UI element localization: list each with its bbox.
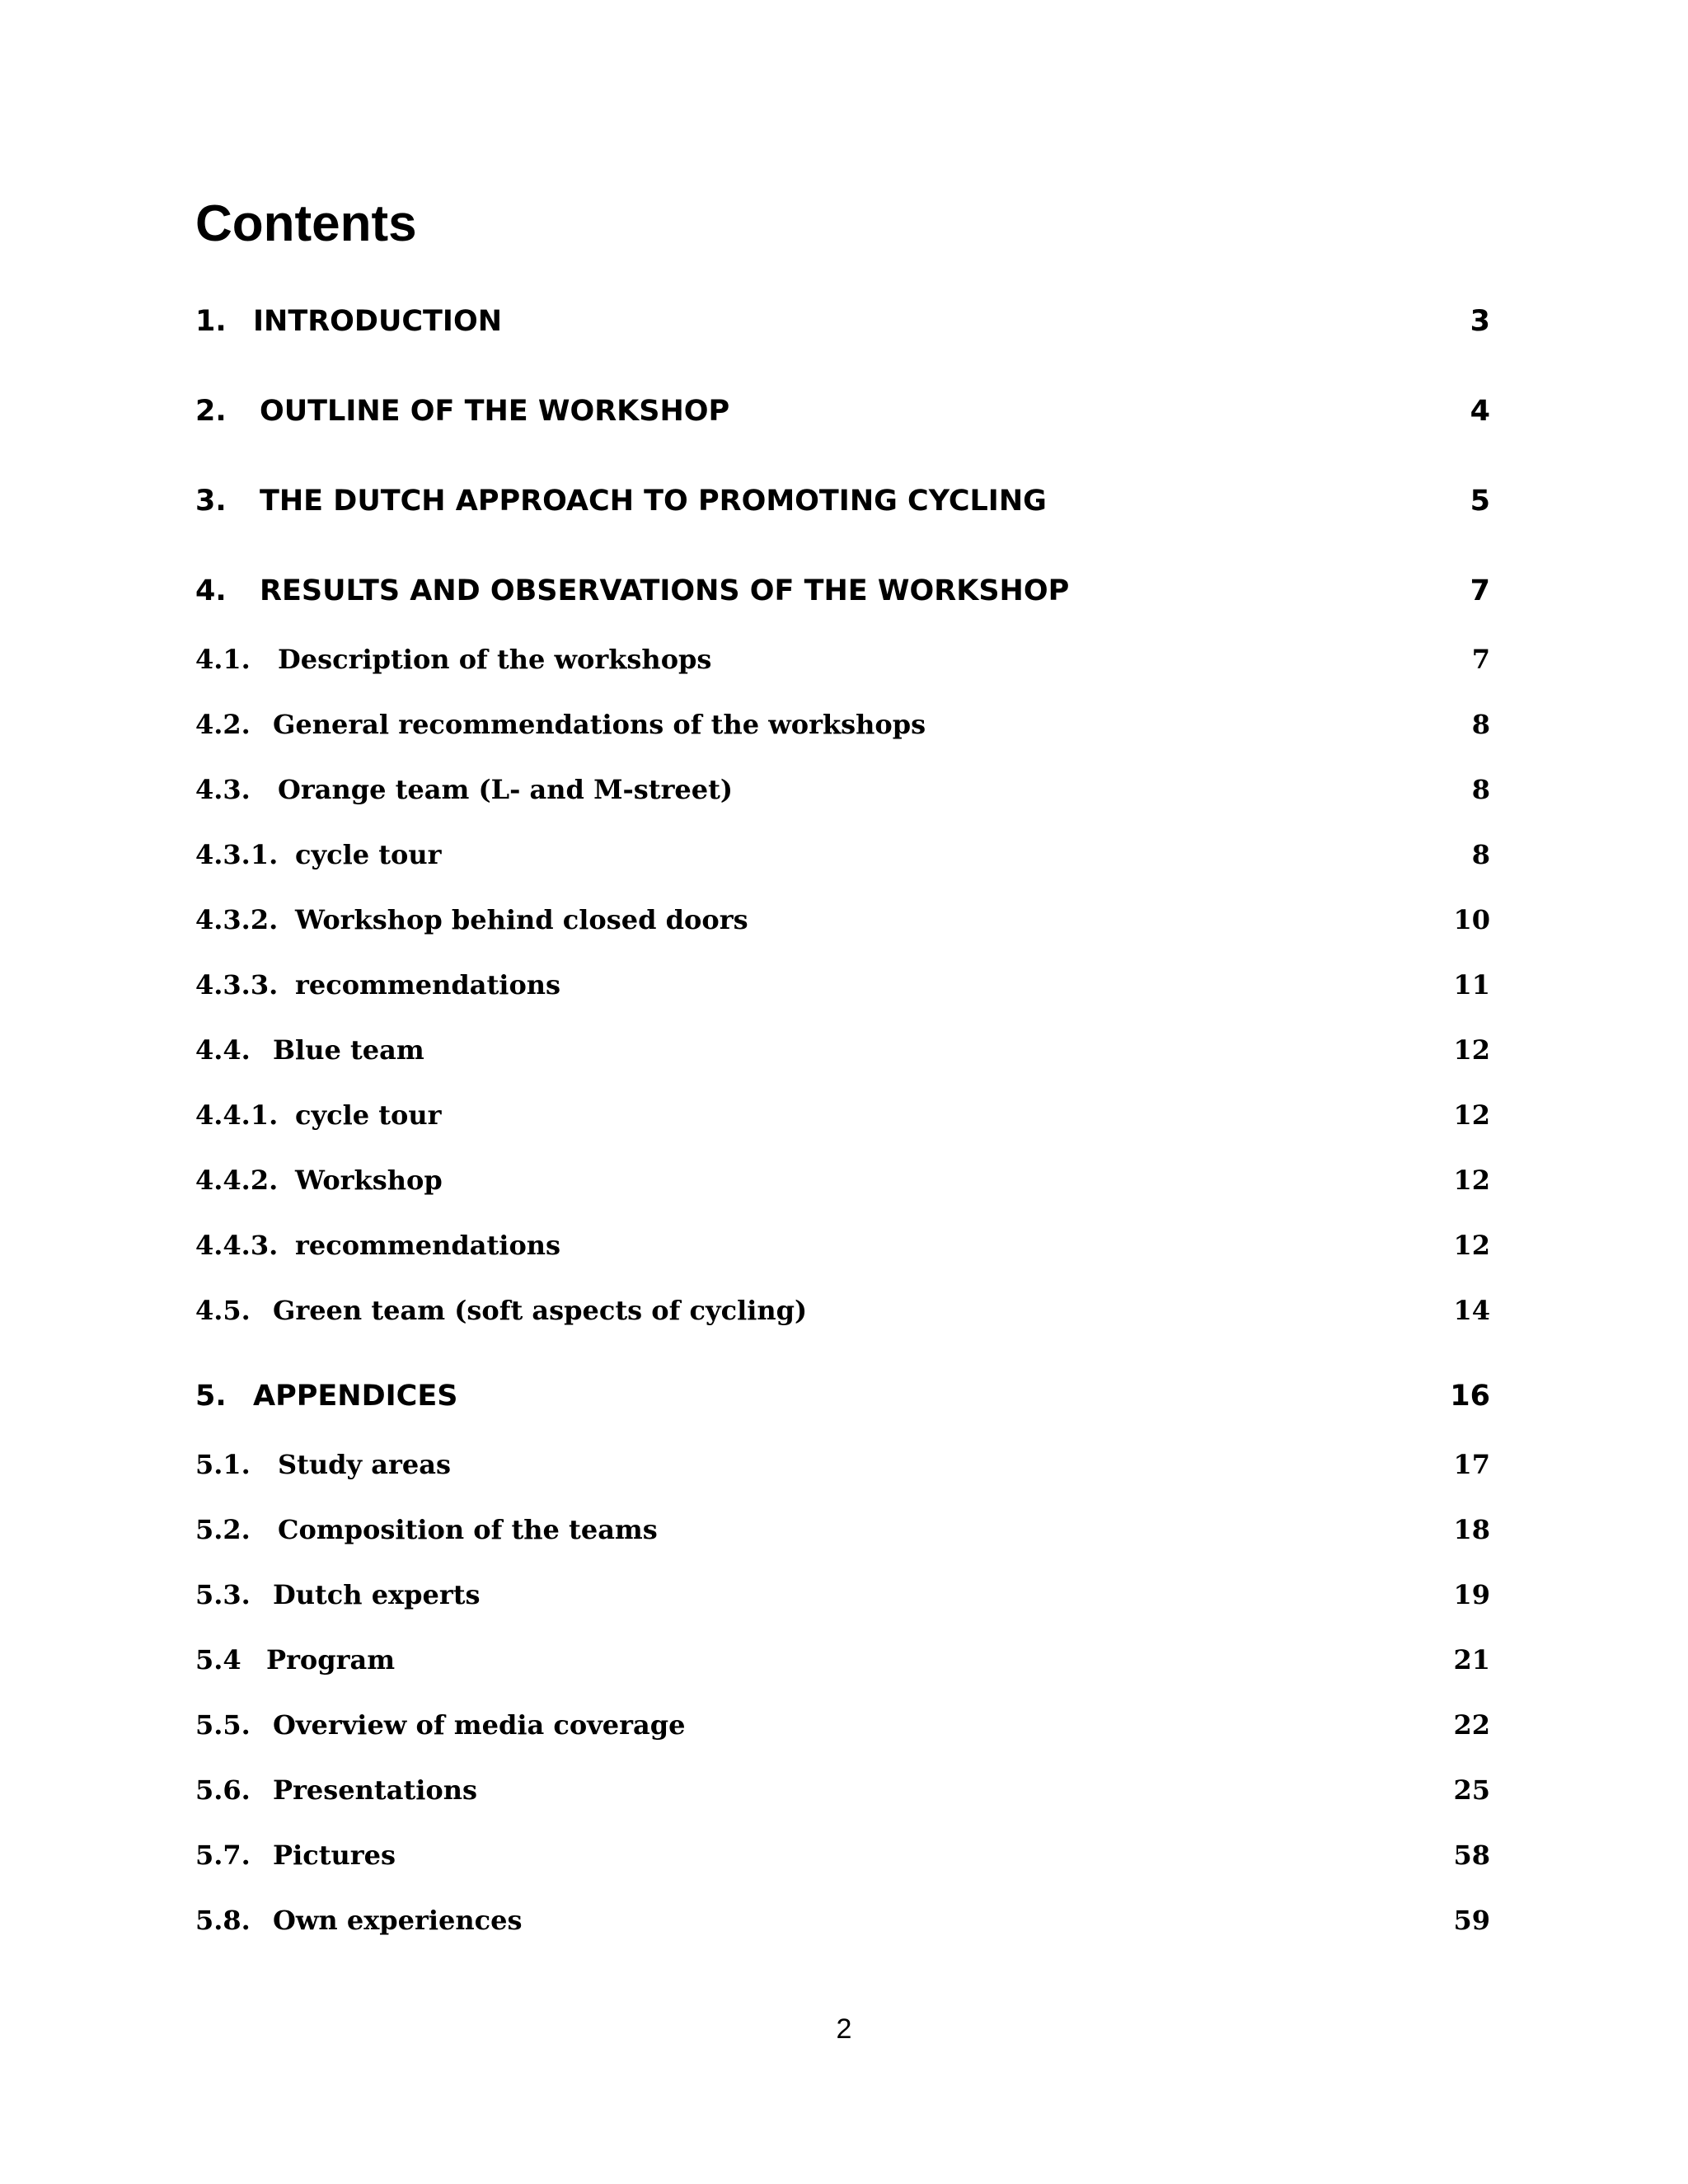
toc-number: 4.3.2. (195, 904, 279, 935)
toc-page-number: 58 (1453, 1840, 1490, 1871)
toc-entry-4-4-3[interactable] (195, 1221, 1490, 1270)
toc-number: 5. (195, 1380, 227, 1413)
toc-entry-4-3-2[interactable] (195, 895, 1490, 944)
toc-number: 1. (195, 305, 227, 338)
toc-page-number: 3 (1470, 305, 1490, 338)
toc-page-number: 10 (1453, 904, 1490, 935)
toc-page-number: 8 (1471, 774, 1490, 805)
toc-page-number: 12 (1453, 1165, 1490, 1196)
table-of-contents (195, 0, 1490, 2184)
toc-label: Pictures (273, 1840, 396, 1871)
toc-number: 5.8. (195, 1905, 251, 1936)
toc-entry-4[interactable] (195, 566, 1490, 616)
toc-label: Program (266, 1644, 396, 1675)
toc-entry-5-4[interactable] (195, 1635, 1490, 1685)
toc-entry-5-6[interactable] (195, 1765, 1490, 1815)
toc-page-number: 12 (1453, 1099, 1490, 1131)
toc-label: Overview of media coverage (273, 1709, 686, 1741)
toc-label: Study areas (278, 1449, 451, 1480)
toc-entry-4-2[interactable] (195, 700, 1490, 749)
toc-entry-5-3[interactable] (195, 1570, 1490, 1619)
toc-label: cycle tour (295, 839, 442, 870)
toc-number: 3. (195, 485, 227, 518)
toc-label: INTRODUCTION (253, 305, 502, 338)
toc-page-number: 19 (1453, 1579, 1490, 1610)
toc-entry-1[interactable] (195, 297, 1490, 346)
toc-number: 5.3. (195, 1579, 251, 1610)
toc-page-number: 22 (1453, 1709, 1490, 1741)
toc-entry-5-2[interactable] (195, 1505, 1490, 1554)
toc-number: 5.5. (195, 1709, 251, 1741)
toc-number: 4. (195, 574, 227, 607)
toc-page-number: 7 (1470, 574, 1490, 607)
toc-number: 4.5. (195, 1295, 251, 1326)
toc-number: 5.4 (195, 1644, 241, 1675)
toc-entry-2[interactable] (195, 387, 1490, 436)
toc-label: OUTLINE OF THE WORKSHOP (260, 395, 730, 428)
toc-entry-5-5[interactable] (195, 1700, 1490, 1750)
toc-number: 4.3. (195, 774, 251, 805)
toc-label: Own experiences (273, 1905, 523, 1936)
toc-page-number: 25 (1453, 1774, 1490, 1806)
page-title: Contents (195, 195, 417, 252)
toc-entry-4-3-1[interactable] (195, 830, 1490, 879)
toc-number: 4.1. (195, 644, 251, 675)
toc-label: Description of the workshops (278, 644, 712, 675)
toc-page-number: 59 (1453, 1905, 1490, 1936)
toc-label: Dutch experts (273, 1579, 481, 1610)
toc-page-number: 5 (1470, 485, 1490, 518)
toc-entry-5-1[interactable] (195, 1440, 1490, 1489)
toc-label: Composition of the teams (278, 1514, 658, 1545)
toc-page-number: 7 (1471, 644, 1490, 675)
toc-label: APPENDICES (253, 1380, 458, 1413)
toc-label: cycle tour (295, 1099, 442, 1131)
toc-label: Orange team (L- and M-street) (278, 774, 734, 805)
toc-number: 5.2. (195, 1514, 251, 1545)
toc-page-number: 4 (1470, 395, 1490, 428)
toc-label: Green team (soft aspects of cycling) (273, 1295, 808, 1326)
toc-number: 4.3.3. (195, 969, 279, 1001)
toc-page-number: 16 (1450, 1380, 1490, 1413)
toc-number: 4.4.2. (195, 1165, 279, 1196)
toc-entry-3[interactable] (195, 476, 1490, 526)
toc-page-number: 8 (1471, 839, 1490, 870)
toc-label: Workshop behind closed doors (295, 904, 748, 935)
toc-number: 4.4.1. (195, 1099, 279, 1131)
toc-number: 5.6. (195, 1774, 251, 1806)
toc-label: Workshop (295, 1165, 443, 1196)
toc-label: Blue team (273, 1034, 424, 1066)
toc-label: Presentations (273, 1774, 477, 1806)
toc-entry-4-1[interactable] (195, 635, 1490, 684)
toc-entry-4-4-2[interactable] (195, 1155, 1490, 1205)
toc-entry-4-5[interactable] (195, 1286, 1490, 1335)
toc-number: 4.3.1. (195, 839, 279, 870)
toc-number: 4.2. (195, 709, 251, 740)
toc-number: 4.4.3. (195, 1230, 279, 1261)
toc-entry-5[interactable] (195, 1371, 1490, 1421)
toc-page-number: 12 (1453, 1230, 1490, 1261)
toc-page-number: 18 (1453, 1514, 1490, 1545)
toc-number: 4.4. (195, 1034, 251, 1066)
toc-label: recommendations (295, 969, 561, 1001)
toc-page-number: 11 (1453, 969, 1490, 1001)
toc-label: recommendations (295, 1230, 561, 1261)
toc-number: 2. (195, 395, 227, 428)
toc-page-number: 21 (1453, 1644, 1490, 1675)
toc-entry-4-4[interactable] (195, 1025, 1490, 1075)
toc-entry-4-3-3[interactable] (195, 960, 1490, 1010)
toc-number: 5.7. (195, 1840, 251, 1871)
footer-page-number: 2 (836, 2013, 852, 2045)
toc-label: RESULTS AND OBSERVATIONS OF THE WORKSHOP (260, 574, 1070, 607)
toc-page-number: 14 (1453, 1295, 1490, 1326)
toc-page-number: 8 (1471, 709, 1490, 740)
toc-page-number: 17 (1453, 1449, 1490, 1480)
toc-entry-5-7[interactable] (195, 1830, 1490, 1880)
toc-entry-4-3[interactable] (195, 765, 1490, 814)
toc-label: General recommendations of the workshops (273, 709, 926, 740)
toc-label: THE DUTCH APPROACH TO PROMOTING CYCLING (260, 485, 1047, 518)
toc-page-number: 12 (1453, 1034, 1490, 1066)
toc-number: 5.1. (195, 1449, 251, 1480)
toc-entry-4-4-1[interactable] (195, 1090, 1490, 1140)
toc-entry-5-8[interactable] (195, 1896, 1490, 1945)
